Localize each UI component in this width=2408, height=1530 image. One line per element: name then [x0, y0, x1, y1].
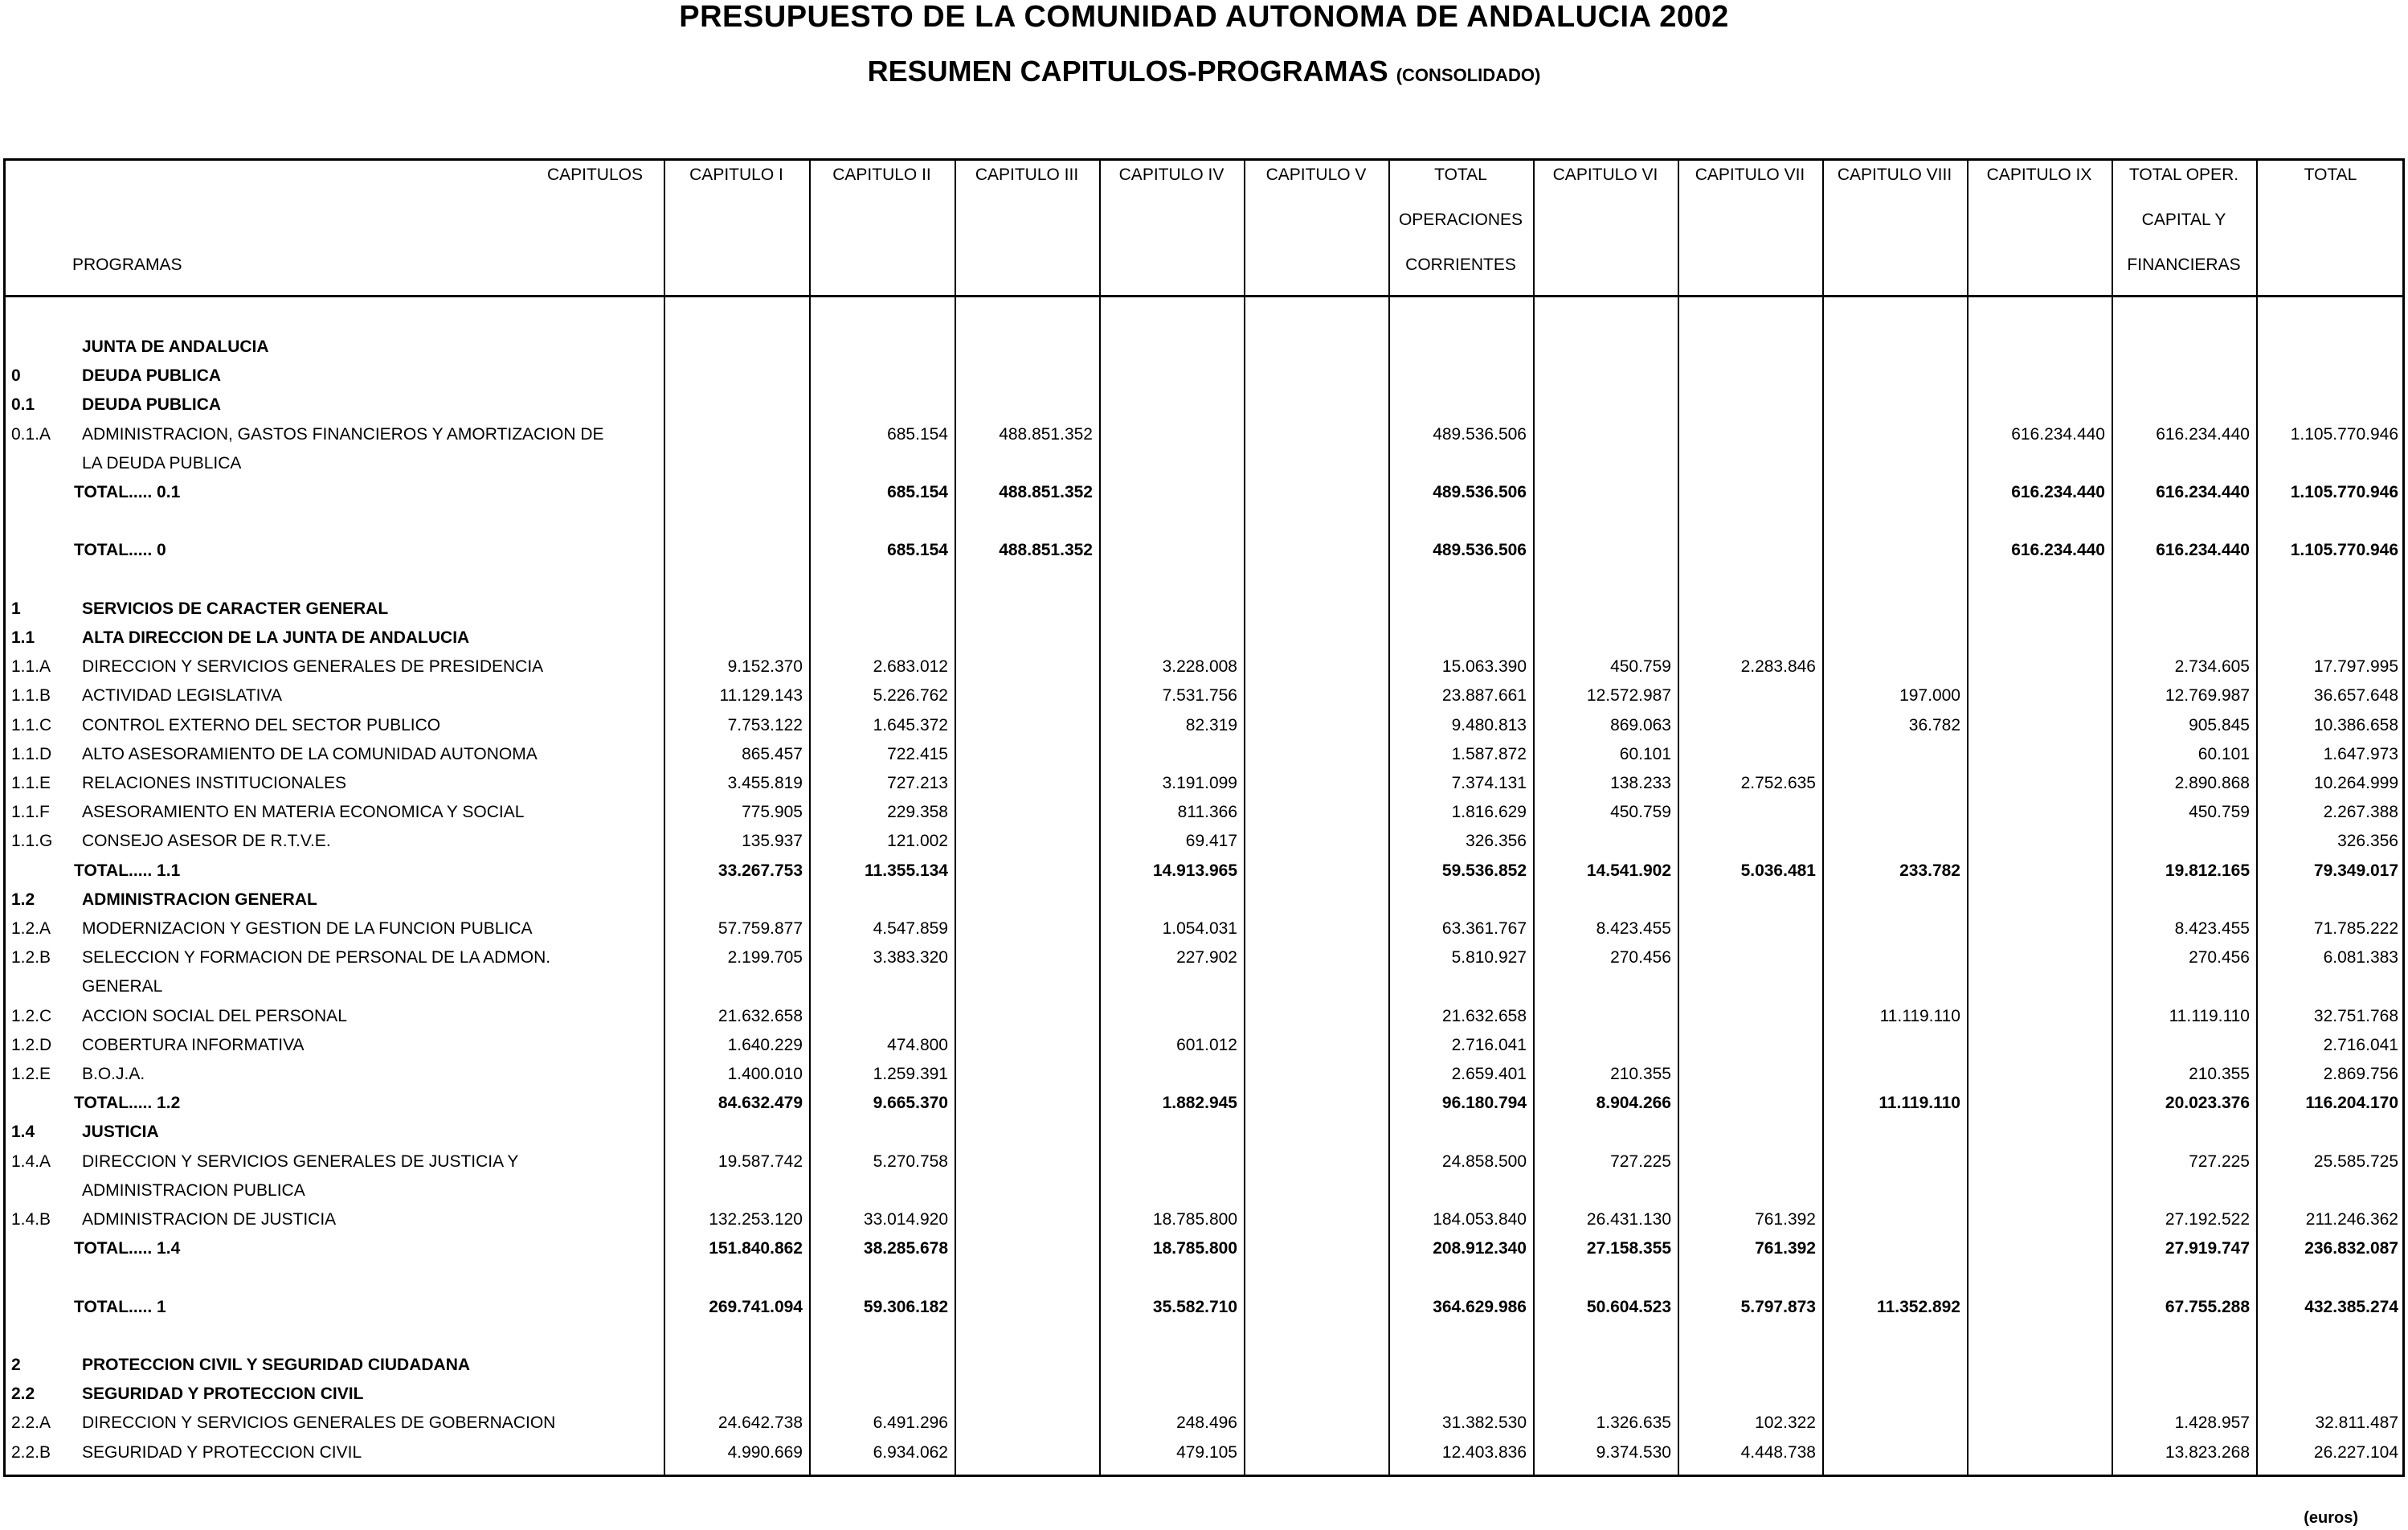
row-label: DIRECCION Y SERVICIOS GENERALES DE GOBERNACION — [82, 1413, 556, 1433]
row-value: 1.645.372 — [873, 715, 948, 734]
row-value: 616.234.440 — [2156, 424, 2250, 444]
row-value: 761.392 — [1755, 1239, 1816, 1258]
row-value: 1.640.229 — [727, 1035, 803, 1054]
row-value: 3.383.320 — [873, 948, 948, 968]
row-code: 1.4.A — [11, 1152, 51, 1171]
row-value: 9.152.370 — [727, 657, 803, 677]
row-value: 2.659.401 — [1451, 1065, 1527, 1083]
row-label: DEUDA PUBLICA — [82, 366, 222, 386]
row-value: 59.536.852 — [1441, 861, 1527, 880]
row-value: 3.455.819 — [727, 774, 803, 792]
row-value: 197.000 — [1899, 686, 1960, 706]
row-value: 32.751.768 — [2313, 1006, 2398, 1025]
row-value: 233.782 — [1899, 861, 1960, 880]
row-label: CONSEJO ASESOR DE R.T.V.E. — [82, 832, 331, 851]
row-value: 227.902 — [1176, 948, 1237, 968]
row-value: 6.081.383 — [2323, 948, 2398, 968]
row-value: 151.840.862 — [709, 1239, 803, 1258]
row-value: 5.810.927 — [1451, 948, 1527, 968]
header-capitulos: CAPITULOS — [546, 166, 643, 184]
column-header: CAPITULO VIII — [1837, 166, 1952, 184]
row-value: 1.882.945 — [1162, 1094, 1237, 1113]
row-value: 727.213 — [887, 774, 948, 792]
row-value: 24.642.738 — [717, 1413, 803, 1433]
row-value: 2.683.012 — [873, 657, 948, 677]
column-divider — [1967, 158, 1969, 1477]
row-value: 116.204.170 — [2305, 1094, 2398, 1113]
column-header: FINANCIERAS — [2127, 256, 2241, 274]
row-code: 1.1.F — [11, 803, 50, 822]
row-value: 5.797.873 — [1740, 1297, 1816, 1316]
row-value: 811.366 — [1177, 803, 1237, 822]
row-label: DIRECCION Y SERVICIOS GENERALES DE JUSTICIA Y — [82, 1152, 519, 1171]
row-value: 479.105 — [1176, 1442, 1237, 1462]
row-value: 132.253.120 — [709, 1210, 803, 1229]
row-value: 4.990.669 — [727, 1442, 803, 1462]
row-label: ADMINISTRACION PUBLICA — [82, 1180, 305, 1200]
row-value: 1.105.770.946 — [2290, 541, 2398, 560]
row-value: 138.233 — [1610, 774, 1671, 792]
column-header: TOTAL — [1434, 166, 1487, 184]
row-value: 616.234.440 — [2011, 483, 2105, 501]
row-value: 60.101 — [1619, 744, 1671, 763]
column-header: CAPITAL Y — [2141, 211, 2226, 229]
row-code: 2 — [11, 1356, 21, 1374]
row-value: 326.356 — [1466, 832, 1527, 851]
row-value: 5.226.762 — [873, 686, 948, 706]
row-code: 0 — [11, 366, 21, 386]
row-value: 208.912.340 — [1433, 1239, 1527, 1258]
row-value: 488.851.352 — [999, 424, 1093, 444]
row-value: 14.913.965 — [1152, 861, 1237, 880]
row-value: 775.905 — [742, 803, 803, 822]
row-code: 0.1.A — [11, 424, 51, 444]
row-value: 36.782 — [1908, 715, 1960, 734]
row-value: 1.816.629 — [1451, 803, 1527, 822]
row-code: 1.1.G — [11, 832, 53, 851]
column-divider — [1822, 158, 1824, 1477]
row-value: 96.180.794 — [1441, 1094, 1527, 1113]
row-value: 2.716.041 — [2323, 1035, 2398, 1054]
row-value: 727.225 — [2189, 1152, 2250, 1171]
row-value: 1.105.770.946 — [2290, 424, 2398, 444]
currency-note: (euros) — [2304, 1509, 2358, 1527]
row-label: ALTA DIRECCION DE LA JUNTA DE ANDALUCIA — [82, 628, 470, 647]
row-value: 685.154 — [887, 424, 948, 444]
subtitle-consolidado: (CONSOLIDADO) — [1396, 65, 1541, 85]
row-label: RELACIONES INSTITUCIONALES — [82, 774, 347, 792]
row-code: 0.1 — [11, 395, 35, 415]
row-total-label: TOTAL..... 1.2 — [74, 1094, 181, 1113]
row-value: 12.769.987 — [2165, 686, 2250, 706]
row-value: 57.759.877 — [717, 919, 803, 938]
row-label: LA DEUDA PUBLICA — [82, 453, 242, 472]
row-value: 2.199.705 — [727, 948, 803, 968]
row-value: 12.403.836 — [1441, 1442, 1527, 1462]
row-value: 33.014.920 — [863, 1210, 948, 1229]
row-value: 184.053.840 — [1433, 1210, 1527, 1229]
row-value: 1.428.957 — [2174, 1413, 2250, 1433]
row-code: 2.2 — [11, 1385, 35, 1404]
row-label: JUNTA DE ANDALUCIA — [82, 338, 269, 356]
row-label: ADMINISTRACION, GASTOS FINANCIEROS Y AMORTIZACION DE — [82, 424, 604, 444]
row-value: 11.355.134 — [865, 861, 948, 880]
column-divider — [1244, 158, 1245, 1477]
row-value: 18.785.800 — [1152, 1239, 1237, 1258]
row-code: 1.1.E — [11, 774, 51, 792]
row-value: 7.531.756 — [1162, 686, 1237, 706]
subtitle-main: RESUMEN CAPITULOS-PROGRAMAS — [867, 55, 1388, 88]
row-code: 1.2.B — [11, 948, 51, 968]
row-value: 488.851.352 — [999, 541, 1093, 560]
row-code: 1.2.E — [11, 1065, 51, 1083]
column-header: CAPITULO I — [689, 166, 783, 184]
row-total-label: TOTAL..... 0 — [74, 541, 166, 560]
row-value: 1.326.635 — [1596, 1413, 1671, 1433]
row-label: ADMINISTRACION GENERAL — [82, 890, 317, 909]
row-value: 326.356 — [2337, 832, 2398, 851]
row-value: 35.582.710 — [1152, 1297, 1237, 1316]
row-value: 364.629.986 — [1433, 1297, 1527, 1316]
row-value: 21.632.658 — [717, 1006, 803, 1025]
row-code: 1.1.B — [11, 686, 51, 706]
row-label: ASESORAMIENTO EN MATERIA ECONOMICA Y SOCIAL — [82, 803, 525, 822]
column-header: CAPITULO V — [1265, 166, 1367, 184]
row-value: 2.734.605 — [2174, 657, 2250, 677]
row-label: SERVICIOS DE CARACTER GENERAL — [82, 599, 389, 618]
row-code: 1.2.A — [11, 919, 51, 938]
row-value: 722.415 — [887, 744, 948, 763]
row-value: 6.491.296 — [873, 1413, 948, 1433]
row-value: 11.119.110 — [2169, 1006, 2250, 1025]
row-value: 71.785.222 — [2313, 919, 2398, 938]
row-value: 79.349.017 — [2313, 861, 2398, 880]
row-value: 489.536.506 — [1433, 541, 1527, 560]
header-divider — [3, 295, 2405, 297]
row-value: 601.012 — [1176, 1035, 1237, 1054]
row-code: 1.4 — [11, 1123, 35, 1142]
column-header: CORRIENTES — [1405, 256, 1516, 274]
row-value: 616.234.440 — [2011, 424, 2105, 444]
row-value: 60.101 — [2197, 744, 2250, 763]
row-value: 5.036.481 — [1740, 861, 1816, 880]
row-value: 7.374.131 — [1451, 774, 1527, 792]
row-value: 14.541.902 — [1586, 861, 1671, 880]
row-value: 21.632.658 — [1441, 1006, 1527, 1025]
row-value: 8.904.266 — [1596, 1094, 1671, 1113]
row-code: 1.1.C — [11, 715, 52, 734]
row-value: 11.129.143 — [719, 686, 803, 706]
row-value: 84.632.479 — [717, 1094, 803, 1113]
row-value: 1.400.010 — [727, 1065, 803, 1083]
row-value: 26.431.130 — [1586, 1210, 1671, 1229]
row-value: 2.752.635 — [1740, 774, 1816, 792]
row-value: 67.755.288 — [2165, 1297, 2250, 1316]
row-value: 489.536.506 — [1433, 424, 1527, 444]
row-value: 63.361.767 — [1441, 919, 1527, 938]
row-value: 27.158.355 — [1586, 1239, 1671, 1258]
row-label: DIRECCION Y SERVICIOS GENERALES DE PRESIDENCIA — [82, 657, 544, 677]
column-header: CAPITULO VII — [1695, 166, 1805, 184]
row-value: 211.246.362 — [2305, 1210, 2398, 1229]
row-label: SEGURIDAD Y PROTECCION CIVIL — [82, 1442, 362, 1462]
row-value: 9.480.813 — [1451, 715, 1527, 734]
row-label: PROTECCION CIVIL Y SEGURIDAD CIUDADANA — [82, 1356, 471, 1374]
row-value: 3.228.008 — [1162, 657, 1237, 677]
row-value: 865.457 — [742, 744, 803, 763]
row-value: 59.306.182 — [863, 1297, 948, 1316]
row-code: 1.2.D — [11, 1035, 52, 1054]
row-value: 5.270.758 — [873, 1152, 948, 1171]
row-value: 23.887.661 — [1441, 686, 1527, 706]
row-label: CONTROL EXTERNO DEL SECTOR PUBLICO — [82, 715, 441, 734]
row-code: 1.1.D — [11, 744, 52, 763]
row-value: 36.657.648 — [2313, 686, 2398, 706]
column-header: CAPITULO VI — [1552, 166, 1658, 184]
row-value: 2.869.756 — [2323, 1065, 2398, 1083]
row-value: 450.759 — [1610, 803, 1671, 822]
column-header: CAPITULO IX — [1986, 166, 2092, 184]
row-value: 2.716.041 — [1451, 1035, 1527, 1054]
row-value: 32.811.487 — [2315, 1413, 2398, 1433]
row-total-label: TOTAL..... 1.1 — [74, 861, 181, 880]
row-value: 19.587.742 — [717, 1152, 803, 1171]
row-value: 102.322 — [1755, 1413, 1816, 1433]
row-value: 1.587.872 — [1451, 744, 1527, 763]
row-value: 18.785.800 — [1152, 1210, 1237, 1229]
row-label: DEUDA PUBLICA — [82, 395, 222, 415]
row-value: 685.154 — [887, 541, 948, 560]
row-value: 13.823.268 — [2165, 1442, 2250, 1462]
row-total-label: TOTAL..... 0.1 — [74, 483, 181, 501]
row-value: 1.054.031 — [1162, 919, 1237, 938]
row-value: 270.456 — [1610, 948, 1671, 968]
row-value: 20.023.376 — [2165, 1094, 2250, 1113]
row-label: GENERAL — [82, 977, 163, 996]
row-label: COBERTURA INFORMATIVA — [82, 1035, 305, 1054]
row-value: 38.285.678 — [863, 1239, 948, 1258]
row-label: ACTIVIDAD LEGISLATIVA — [82, 686, 282, 706]
row-value: 50.604.523 — [1586, 1297, 1671, 1316]
page-title: PRESUPUESTO DE LA COMUNIDAD AUTONOMA DE ANDALUCIA 2002 — [679, 0, 1729, 34]
row-value: 11.119.110 — [1879, 1006, 1960, 1025]
row-value: 8.423.455 — [2174, 919, 2250, 938]
row-value: 432.385.274 — [2304, 1297, 2398, 1316]
row-value: 450.759 — [2189, 803, 2250, 822]
row-value: 474.800 — [887, 1035, 948, 1054]
row-value: 10.264.999 — [2313, 774, 2398, 792]
column-header: CAPITULO II — [832, 166, 931, 184]
row-value: 3.191.099 — [1162, 774, 1237, 792]
row-value: 27.919.747 — [2165, 1239, 2250, 1258]
row-label: ADMINISTRACION DE JUSTICIA — [82, 1210, 337, 1229]
row-value: 4.547.859 — [873, 919, 948, 938]
row-value: 616.234.440 — [2156, 483, 2250, 501]
row-value: 727.225 — [1610, 1152, 1671, 1171]
row-value: 2.283.846 — [1740, 657, 1816, 677]
column-header: CAPITULO III — [975, 166, 1079, 184]
row-value: 82.319 — [1185, 715, 1237, 734]
column-header: CAPITULO IV — [1118, 166, 1224, 184]
row-value: 488.851.352 — [999, 483, 1093, 501]
row-value: 17.797.995 — [2313, 657, 2398, 677]
column-divider — [955, 158, 956, 1477]
row-value: 685.154 — [887, 483, 948, 501]
row-value: 15.063.390 — [1441, 657, 1527, 677]
column-header: TOTAL — [2304, 166, 2357, 184]
row-value: 248.496 — [1176, 1413, 1237, 1433]
row-value: 905.845 — [2189, 715, 2250, 734]
row-value: 1.647.973 — [2323, 744, 2398, 763]
row-label: B.O.J.A. — [82, 1065, 145, 1083]
row-code: 2.2.A — [11, 1413, 51, 1433]
row-code: 1.1.A — [11, 657, 51, 677]
row-value: 31.382.530 — [1441, 1413, 1527, 1433]
row-code: 1 — [11, 599, 21, 618]
page-subtitle — [0, 55, 2408, 88]
row-value: 11.352.892 — [1877, 1297, 1960, 1316]
row-value: 450.759 — [1610, 657, 1671, 677]
row-label: ACCION SOCIAL DEL PERSONAL — [82, 1006, 347, 1025]
header-programas: PROGRAMAS — [72, 256, 182, 274]
row-value: 25.585.725 — [2313, 1152, 2398, 1171]
row-value: 761.392 — [1755, 1210, 1816, 1229]
row-total-label: TOTAL..... 1 — [74, 1297, 166, 1316]
row-value: 1.105.770.946 — [2290, 483, 2398, 501]
row-value: 270.456 — [2189, 948, 2250, 968]
row-value: 7.753.122 — [727, 715, 803, 734]
row-value: 269.741.094 — [709, 1297, 803, 1316]
row-value: 8.423.455 — [1596, 919, 1671, 938]
row-value: 9.374.530 — [1596, 1442, 1671, 1462]
row-value: 135.937 — [742, 832, 803, 851]
row-label: SEGURIDAD Y PROTECCION CIVIL — [82, 1385, 364, 1404]
row-value: 869.063 — [1610, 715, 1671, 734]
row-total-label: TOTAL..... 1.4 — [74, 1239, 181, 1258]
row-code: 1.2 — [11, 890, 35, 909]
row-value: 9.665.370 — [873, 1094, 948, 1113]
row-label: ALTO ASESORAMIENTO DE LA COMUNIDAD AUTONOMA — [82, 744, 538, 763]
row-value: 33.267.753 — [717, 861, 803, 880]
row-value: 11.119.110 — [1879, 1094, 1960, 1113]
row-code: 1.2.C — [11, 1006, 52, 1025]
row-value: 210.355 — [2189, 1065, 2250, 1083]
row-value: 616.234.440 — [2011, 541, 2105, 560]
row-value: 27.192.522 — [2165, 1210, 2250, 1229]
row-value: 6.934.062 — [873, 1442, 948, 1462]
row-label: SELECCION Y FORMACION DE PERSONAL DE LA ADMON. — [82, 948, 551, 968]
row-value: 24.858.500 — [1441, 1152, 1527, 1171]
row-value: 210.355 — [1610, 1065, 1671, 1083]
row-value: 4.448.738 — [1740, 1442, 1816, 1462]
row-code: 1.4.B — [11, 1210, 51, 1229]
row-value: 12.572.987 — [1586, 686, 1671, 706]
column-header: OPERACIONES — [1398, 211, 1523, 229]
row-label: MODERNIZACION Y GESTION DE LA FUNCION PUBLICA — [82, 919, 533, 938]
row-value: 229.358 — [887, 803, 948, 822]
row-value: 616.234.440 — [2156, 541, 2250, 560]
row-code: 2.2.B — [11, 1442, 51, 1462]
row-value: 19.812.165 — [2165, 861, 2250, 880]
row-value: 236.832.087 — [2304, 1239, 2398, 1258]
row-value: 489.536.506 — [1433, 483, 1527, 501]
row-label: JUSTICIA — [82, 1123, 159, 1142]
row-code: 1.1 — [11, 628, 35, 647]
row-value: 121.002 — [887, 832, 948, 851]
row-value: 26.227.104 — [2313, 1442, 2398, 1462]
row-value: 2.267.388 — [2323, 803, 2398, 822]
row-value: 2.890.868 — [2174, 774, 2250, 792]
row-value: 10.386.658 — [2313, 715, 2398, 734]
column-divider — [1678, 158, 1679, 1477]
row-value: 69.417 — [1185, 832, 1237, 851]
column-header: TOTAL OPER. — [2128, 166, 2239, 184]
row-value: 1.259.391 — [873, 1065, 948, 1083]
